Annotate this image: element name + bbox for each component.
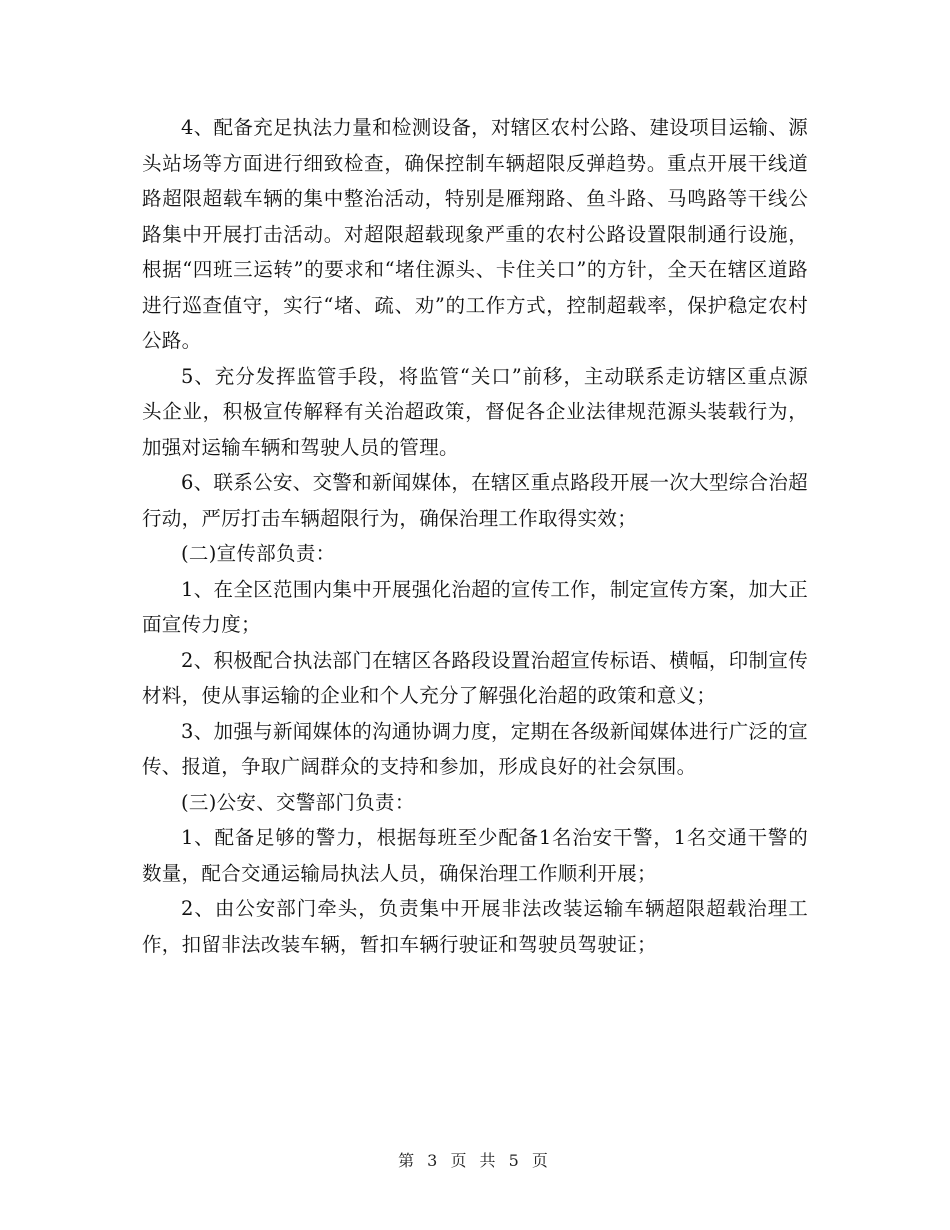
section-heading-publicity: (二)宣传部负责： <box>181 542 336 565</box>
paragraph-publicity-1: 1、在全区范围内集中开展强化治超的宣传工作，制定宣传方案，加大正面宣传力度； <box>142 577 808 636</box>
paragraph-item-6: 6、联系公安、交警和新闻媒体，在辖区重点路段开展一次大型综合治超行动，严厉打击车辆超限行为，确保治理工作取得实效； <box>142 471 808 530</box>
paragraph-police-2: 2、由公安部门牵头，负责集中开展非法改装运输车辆超限超载治理工作，扣留非法改装车辆，暂扣车辆行驶证和驾驶员驾驶证； <box>142 897 808 956</box>
paragraph-police-1: 1、配备足够的警力，根据每班至少配备1名治安干警，1名交通干警的数量，配合交通运输局执法人员，确保治理工作顺利开展； <box>142 826 808 885</box>
paragraph-publicity-3: 3、加强与新闻媒体的沟通协调力度，定期在各级新闻媒体进行广泛的宣传、报道，争取广阔群众的支持和参加，形成良好的社会氛围。 <box>142 719 808 778</box>
paragraph-item-5: 5、充分发挥监管手段，将监管“关口”前移，主动联系走访辖区重点源头企业，积极宣传解释有关治超政策，督促各企业法律规范源头装载行为，加强对运输车辆和驾驶人员的管理。 <box>142 364 808 459</box>
paragraph-publicity-2: 2、积极配合执法部门在辖区各路段设置治超宣传标语、横幅，印制宣传材料，使从事运输的企业和个人充分了解强化治超的政策和意义； <box>142 648 808 707</box>
section-heading-police: (三)公安、交警部门负责： <box>181 790 415 814</box>
page-number-footer: 第 3 页 共 5 页 <box>398 1151 552 1170</box>
document-body <box>142 110 808 962</box>
paragraph-item-4: 4、配备充足执法力量和检测设备，对辖区农村公路、建设项目运输、源头站场等方面进行细致检查，确保控制车辆超限反弹趋势。重点开展干线道路超限超载车辆的集中整治活动，特别是雁翔路、鱼斗路、马鸣路等干线公路集中开展打击活动。对超限超载现象严重的农村公路设置限制通行设施，根据“四班三运转”的要求和“堵住源头、卡住关口”的方针，全天在辖区道路进行巡查值守，实行“堵、疏、劝”的工作方式，控制超载率，保护稳定农村公路。 <box>142 116 808 352</box>
